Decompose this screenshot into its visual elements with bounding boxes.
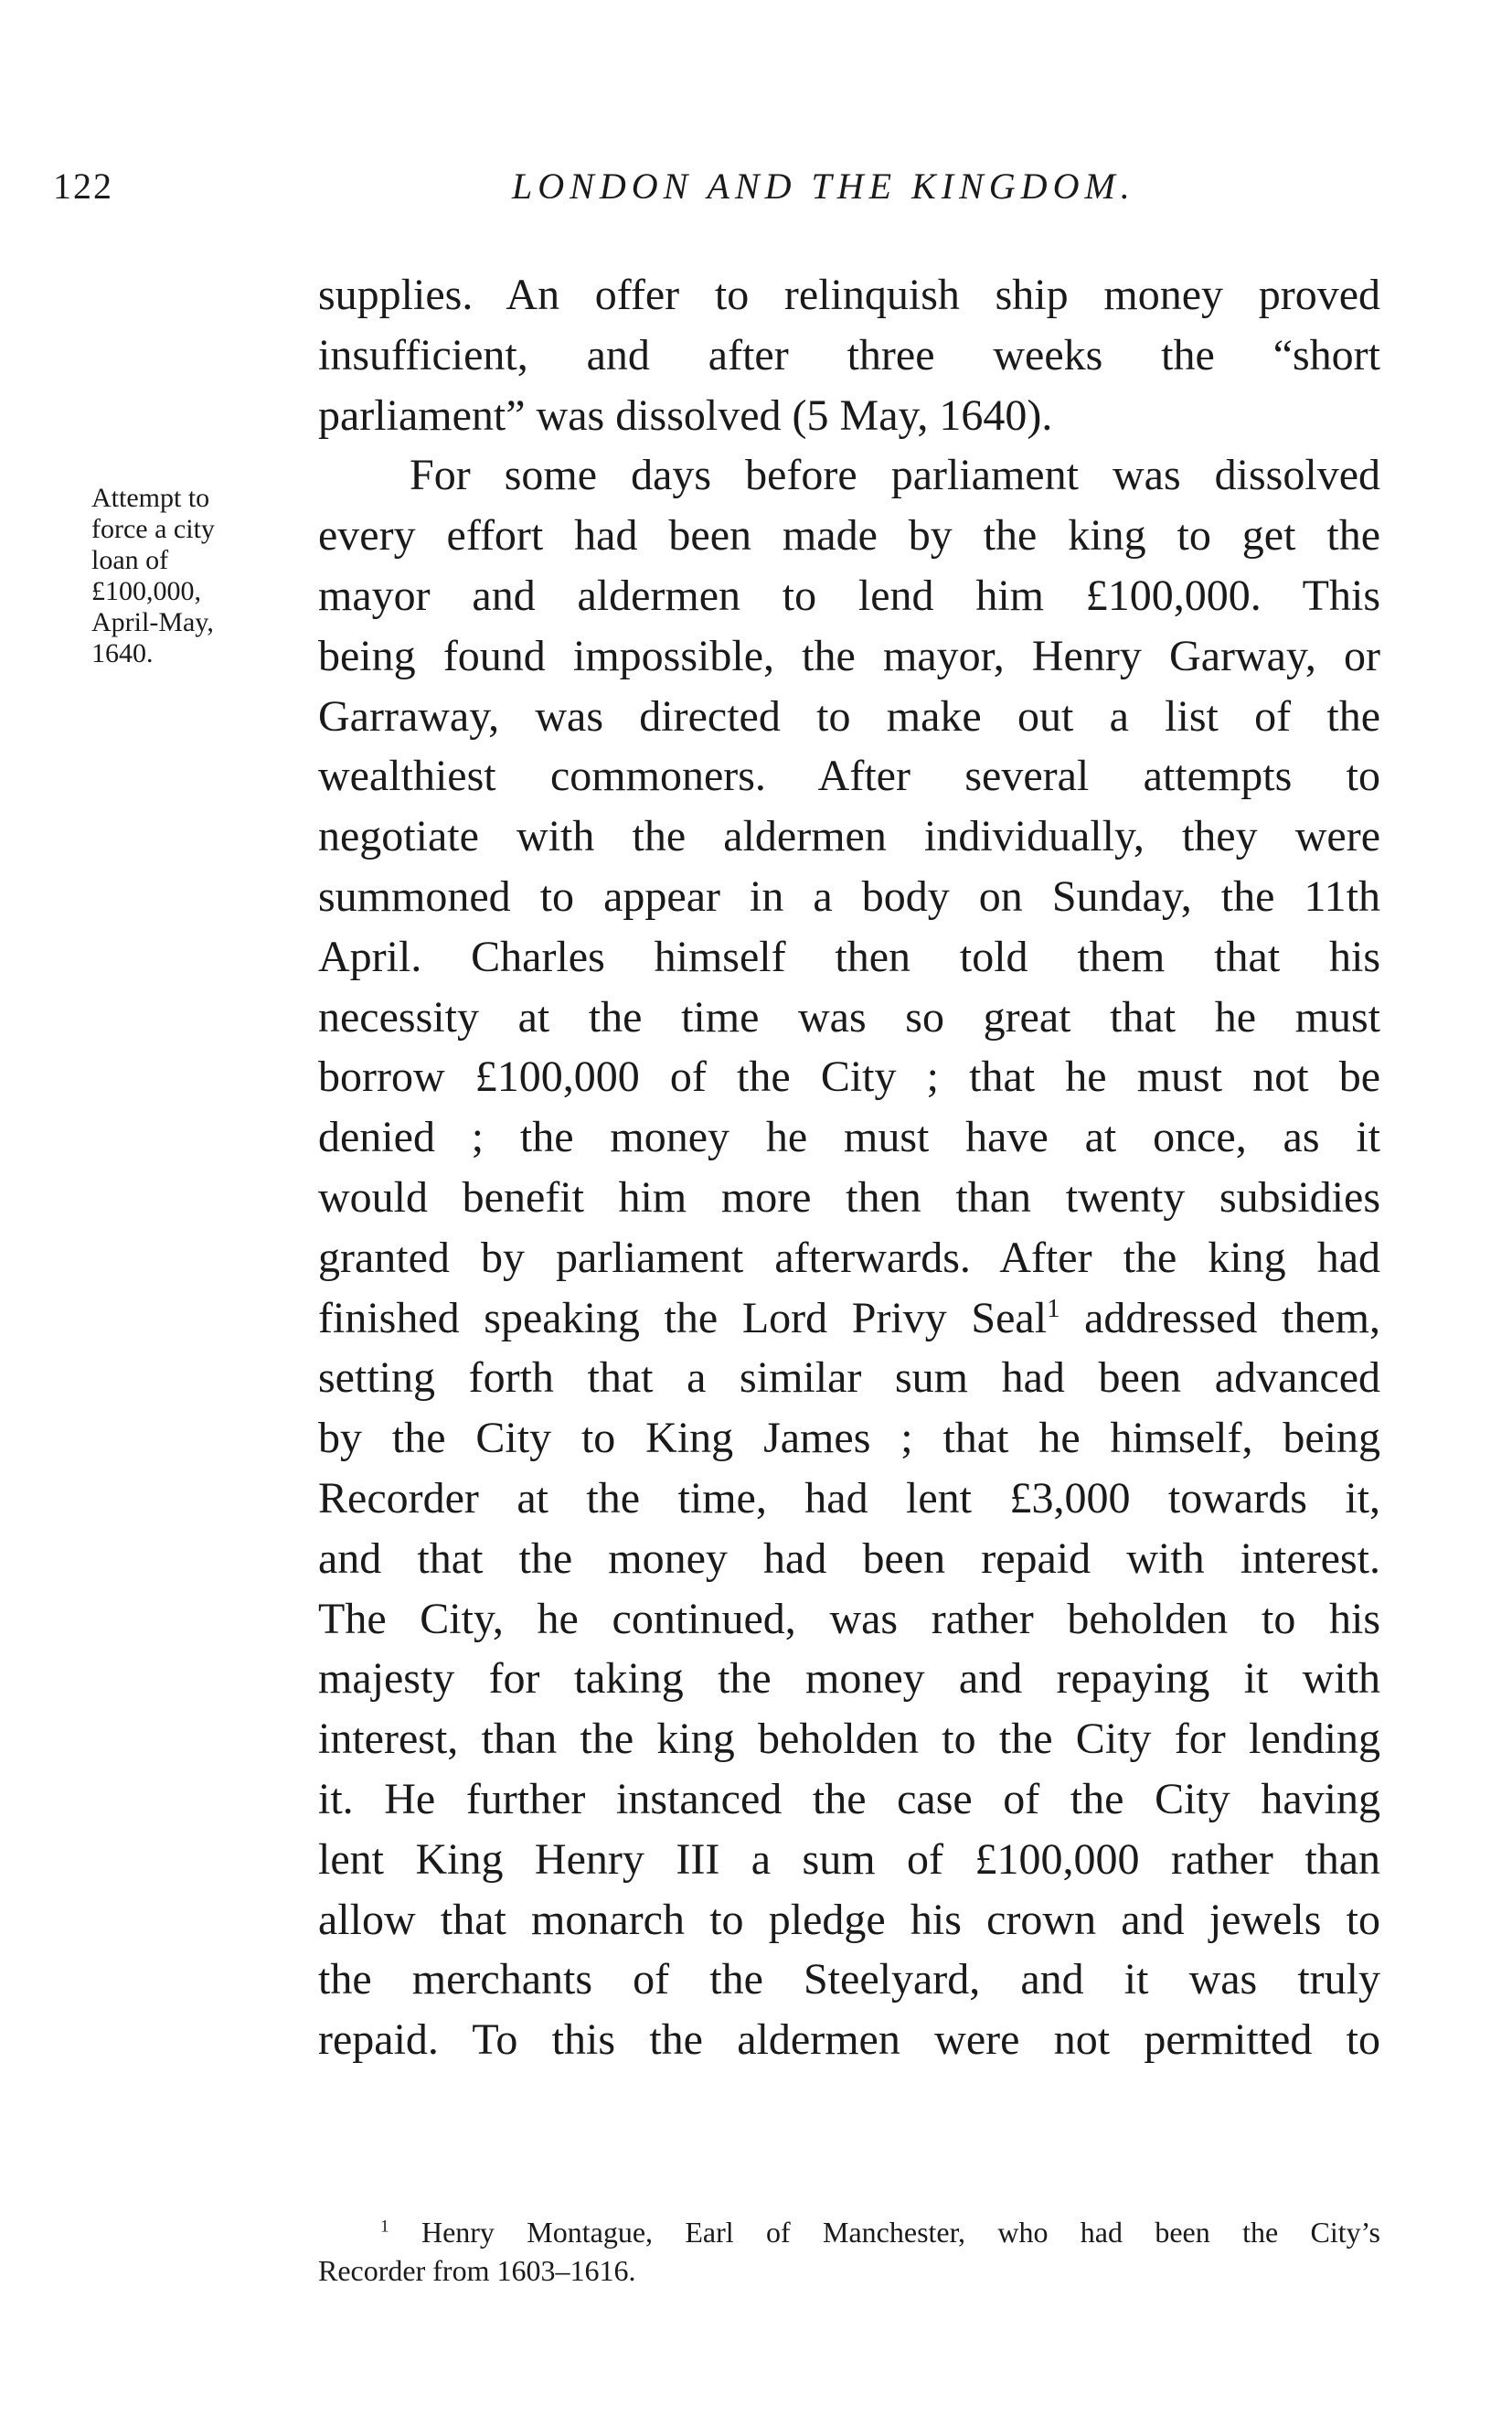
text-line: denied ; the money he must have at once, as it xyxy=(318,1113,1380,1162)
text-line: supplies. An offer to relinquish ship money proved xyxy=(318,271,1380,319)
footnote-line: Recorder from 1603–1616. xyxy=(318,2254,636,2287)
text-line: summoned to appear in a body on Sunday, the 11th xyxy=(318,871,1380,921)
text-line-part: addressed them, xyxy=(1084,1293,1380,1342)
text-line: The City, he continued, was rather beholden to his xyxy=(318,1594,1380,1643)
margin-note-line: April-May, xyxy=(91,607,214,637)
margin-note-line: £100,000, xyxy=(91,576,201,606)
footnote-line xyxy=(318,2213,1380,2251)
text-line: majesty for taking the money and repaying it with xyxy=(318,1654,1380,1704)
text-line: granted by parliament afterwards. After the king had xyxy=(318,1233,1380,1282)
margin-note-line: loan of xyxy=(91,545,169,575)
text-line: being found impossible, the mayor, Henry Garway, or xyxy=(318,631,1380,680)
text-line: April. Charles himself then told them that his xyxy=(318,932,1380,981)
text-line-part: finished speaking the Lord Privy Seal xyxy=(318,1293,1048,1342)
text-line: setting forth that a similar sum had been advanced xyxy=(318,1353,1380,1403)
body-text xyxy=(318,265,1380,2070)
text-line: parliament” was dissolved (5 May, 1640). xyxy=(318,390,1053,440)
margin-note-line: force a city xyxy=(91,514,215,544)
margin-note xyxy=(91,483,311,669)
footnote-marker: 1 xyxy=(1047,1293,1060,1323)
text-line: insufficient, and after three weeks the “short xyxy=(318,330,1380,379)
text-line: it. He further instanced the case of the City having xyxy=(318,1774,1380,1823)
text-line: by the City to King James ; that he himself, being xyxy=(318,1414,1380,1463)
text-line: wealthiest commoners. After several attempts to xyxy=(318,752,1380,801)
text-line: negotiate with the aldermen individually, they were xyxy=(318,812,1380,861)
footnote xyxy=(318,2213,1380,2290)
text-line: allow that monarch to pledge his crown and jewels to xyxy=(318,1895,1380,1944)
margin-note-line: Attempt to xyxy=(91,483,210,513)
page-number: 122 xyxy=(53,166,113,207)
text-line: necessity at the time was so great that he must xyxy=(318,992,1380,1042)
text-line: and that the money had been repaid with interest. xyxy=(318,1533,1380,1583)
margin-note-line: 1640. xyxy=(91,638,154,668)
text-line: interest, than the king beholden to the City for lending xyxy=(318,1715,1380,1764)
text-line: Garraway, was directed to make out a list of the xyxy=(318,691,1380,741)
text-line: lent King Henry III a sum of £100,000 rather than xyxy=(318,1834,1380,1884)
text-line: borrow £100,000 of the City ; that he must not be xyxy=(318,1053,1380,1102)
text-line xyxy=(318,1288,1380,1349)
footnote-number: 1 xyxy=(380,2217,389,2237)
text-line: every effort had been made by the king to get the xyxy=(318,511,1380,561)
footnote-text: Henry Montague, Earl of Manchester, who had been the City’s xyxy=(421,2216,1381,2249)
text-line: mayor and aldermen to lend him £100,000. This xyxy=(318,571,1380,620)
text-line: For some days before parliament was dissolved xyxy=(410,451,1380,500)
text-line: would benefit him more then than twenty subsidies xyxy=(318,1172,1380,1222)
text-line: Recorder at the time, had lent £3,000 towards it, xyxy=(318,1473,1380,1523)
running-title: LONDON AND THE KINGDOM. xyxy=(512,166,1135,207)
text-line: the merchants of the Steelyard, and it was truly xyxy=(318,1955,1380,2004)
text-line: repaid. To this the aldermen were not permitted to xyxy=(318,2015,1380,2065)
